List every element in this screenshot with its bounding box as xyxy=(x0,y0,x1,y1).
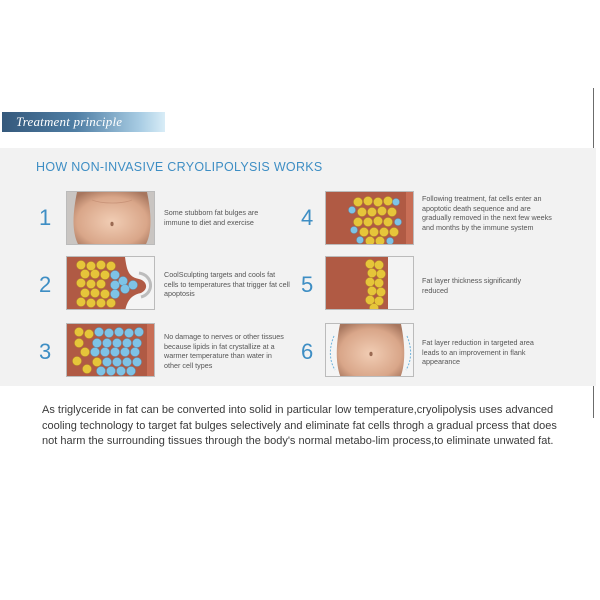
step-5-number: 5 xyxy=(301,272,314,297)
belly-before-image xyxy=(66,191,155,245)
section-banner xyxy=(2,112,165,132)
how-it-works-heading: HOW NON-INVASIVE CRYOLIPOLYSIS WORKS xyxy=(36,160,323,174)
section-title: Treatment principle xyxy=(16,114,123,129)
step-2-text: CoolSculpting targets and cools fat cells to temperatures that trigger fat cell apoptosis xyxy=(164,270,290,299)
fat-cooling-image xyxy=(66,256,155,310)
step-6-text: Fat layer reduction in targeted area leads to an improvement in flank appearance xyxy=(422,338,534,367)
thin-fat-layer-image xyxy=(325,256,414,310)
fat-removal-image xyxy=(325,191,414,245)
step-5-text: Fat layer thickness significantly reduced xyxy=(422,276,522,295)
step-4-number: 4 xyxy=(301,205,314,230)
step-4-text: Following treatment, fat cells enter an apoptotic death sequence and are gradually removed in the next few weeks and months by the immune system xyxy=(422,194,552,232)
description-paragraph: As triglyceride in fat can be converted into solid in particular low temperature,cryolipolysis uses advanced cooling technology to target fat bulges selectively and eliminate fat cells throgh a gradual prcess that does not harm the surrounding tissues through the body's normal metabo-lim process,to eliminate unwated fat. xyxy=(42,404,557,448)
step-1-number: 1 xyxy=(39,205,52,230)
step-6-number: 6 xyxy=(301,339,314,364)
belly-after-image xyxy=(325,323,414,377)
step-2-number: 2 xyxy=(39,272,52,297)
step-3-text: No damage to nerves or other tissues because lipids in fat crystallize at a warmer temperature than water in other cell types xyxy=(164,332,284,370)
step-1-text: Some stubborn fat bulges are immune to diet and exercise xyxy=(164,208,259,227)
fat-crystallize-image xyxy=(66,323,155,377)
step-3-number: 3 xyxy=(39,339,52,364)
